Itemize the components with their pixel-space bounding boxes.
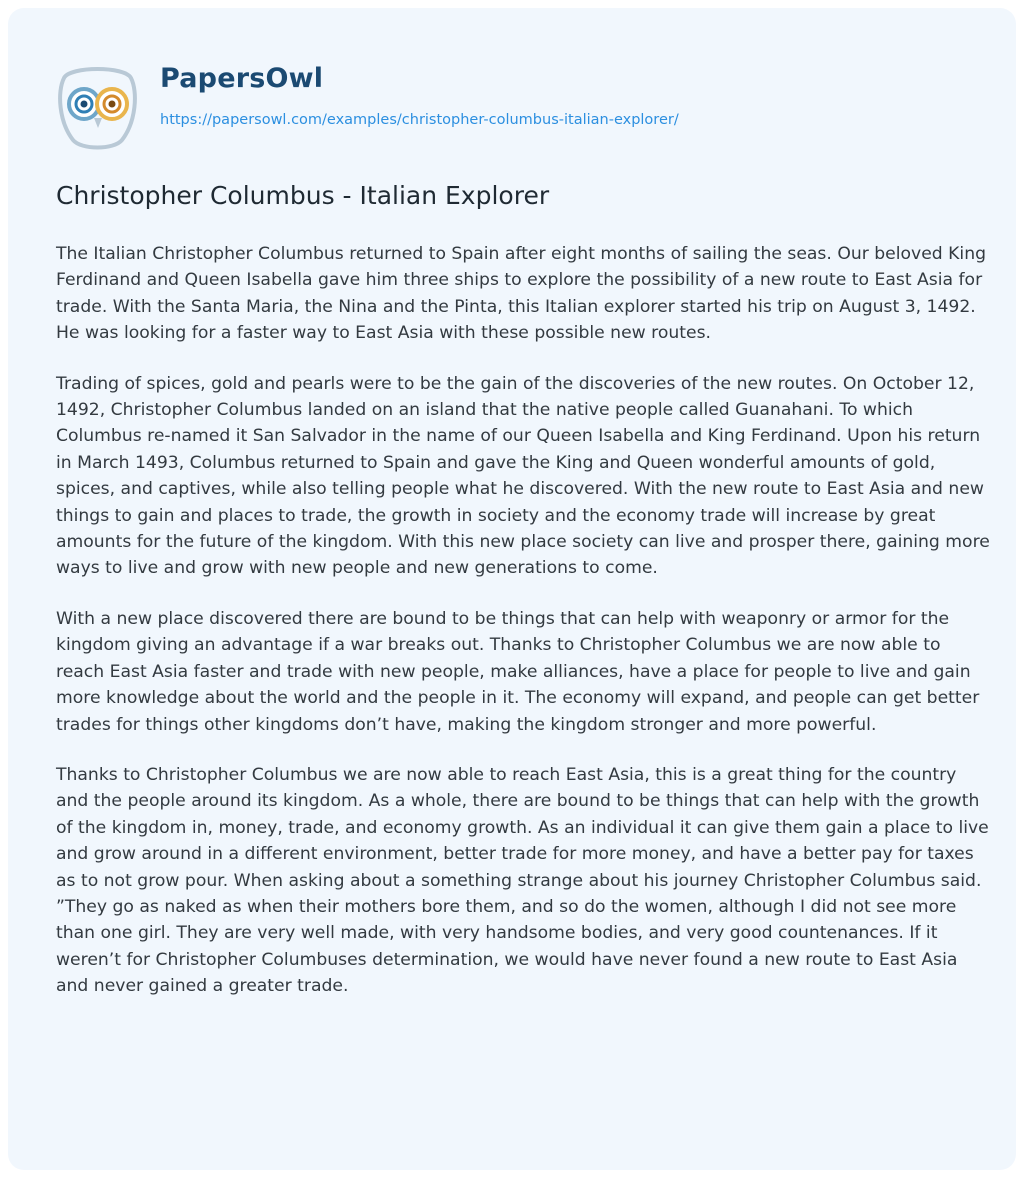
essay-title: Christopher Columbus - Italian Explorer [56, 181, 550, 210]
essay-paragraph: The Italian Christopher Columbus returned to Spain after eight months of sailing the seas. Our beloved King Ferdinand and Queen Isabella gave him three ships to explore the possibility of a new route to East Asia for trade. With the Santa Maria, the Nina and the Pinta, this Italian explorer started his trip on August 3, 1492. He was looking for a faster way to East Asia with these possible new routes. [56, 244, 987, 344]
brand-name[interactable]: PapersOwl [160, 63, 324, 94]
essay-body [56, 241, 992, 1024]
essay-card [8, 8, 1016, 1170]
site-header [50, 35, 990, 145]
owl-logo-icon[interactable] [50, 62, 145, 162]
essay-paragraph: Trading of spices, gold and pearls were to be the gain of the discoveries of the new routes. On October 12, 1492, Christopher Columbus landed on an island that the native people called Guanahani. To which Columbus re-named it San Salvador in the name of our Queen Isabella and King Ferdinand. Upon his return in March 1493, Columbus returned to Spain and gave the King and Queen wonderful amounts of gold, spices, and captives, while also telling people what he discovered. With the new route to East Asia and new things to gain and places to trade, the growth in society and the economy trade will increase by great amounts for the future of the kingdom. With this new place society can live and prosper there, gaining more ways to live and grow with new people and new generations to come. [56, 373, 990, 579]
essay-paragraph: With a new place discovered there are bound to be things that can help with weaponry or armor for the kingdom giving an advantage if a war breaks out. Thanks to Christopher Columbus we are now able to reach East Asia faster and trade with new people, make alliances, have a place for people to live and gain more knowledge about the world and the people in it. The economy will expand, and people can get better trades for things other kingdoms don’t have, making the kingdom stronger and more powerful. [56, 608, 980, 735]
essay-paragraph: Thanks to Christopher Columbus we are now able to reach East Asia, this is a great thing for the country and the people around its kingdom. As a whole, there are bound to be things that can help with the growth of the kingdom in, money, trade, and economy growth. As an individual it can give them gain a place to live and grow around in a different environment, better trade for more money, and have a better pay for taxes as to not grow pour. When asking about a something strange about his journey Christopher Columbus said. ”They go as naked as when their mothers bore them, and so do the women, although I did not see more than one girl. They are very well made, with very handsome bodies, and very good countenances. If it weren’t for Christopher Columbuses determination, we would have never found a new route to East Asia and never gained a greater trade. [56, 764, 989, 997]
source-url-link[interactable]: https://papersowl.com/examples/christopher-columbus-italian-explorer/ [160, 112, 679, 128]
